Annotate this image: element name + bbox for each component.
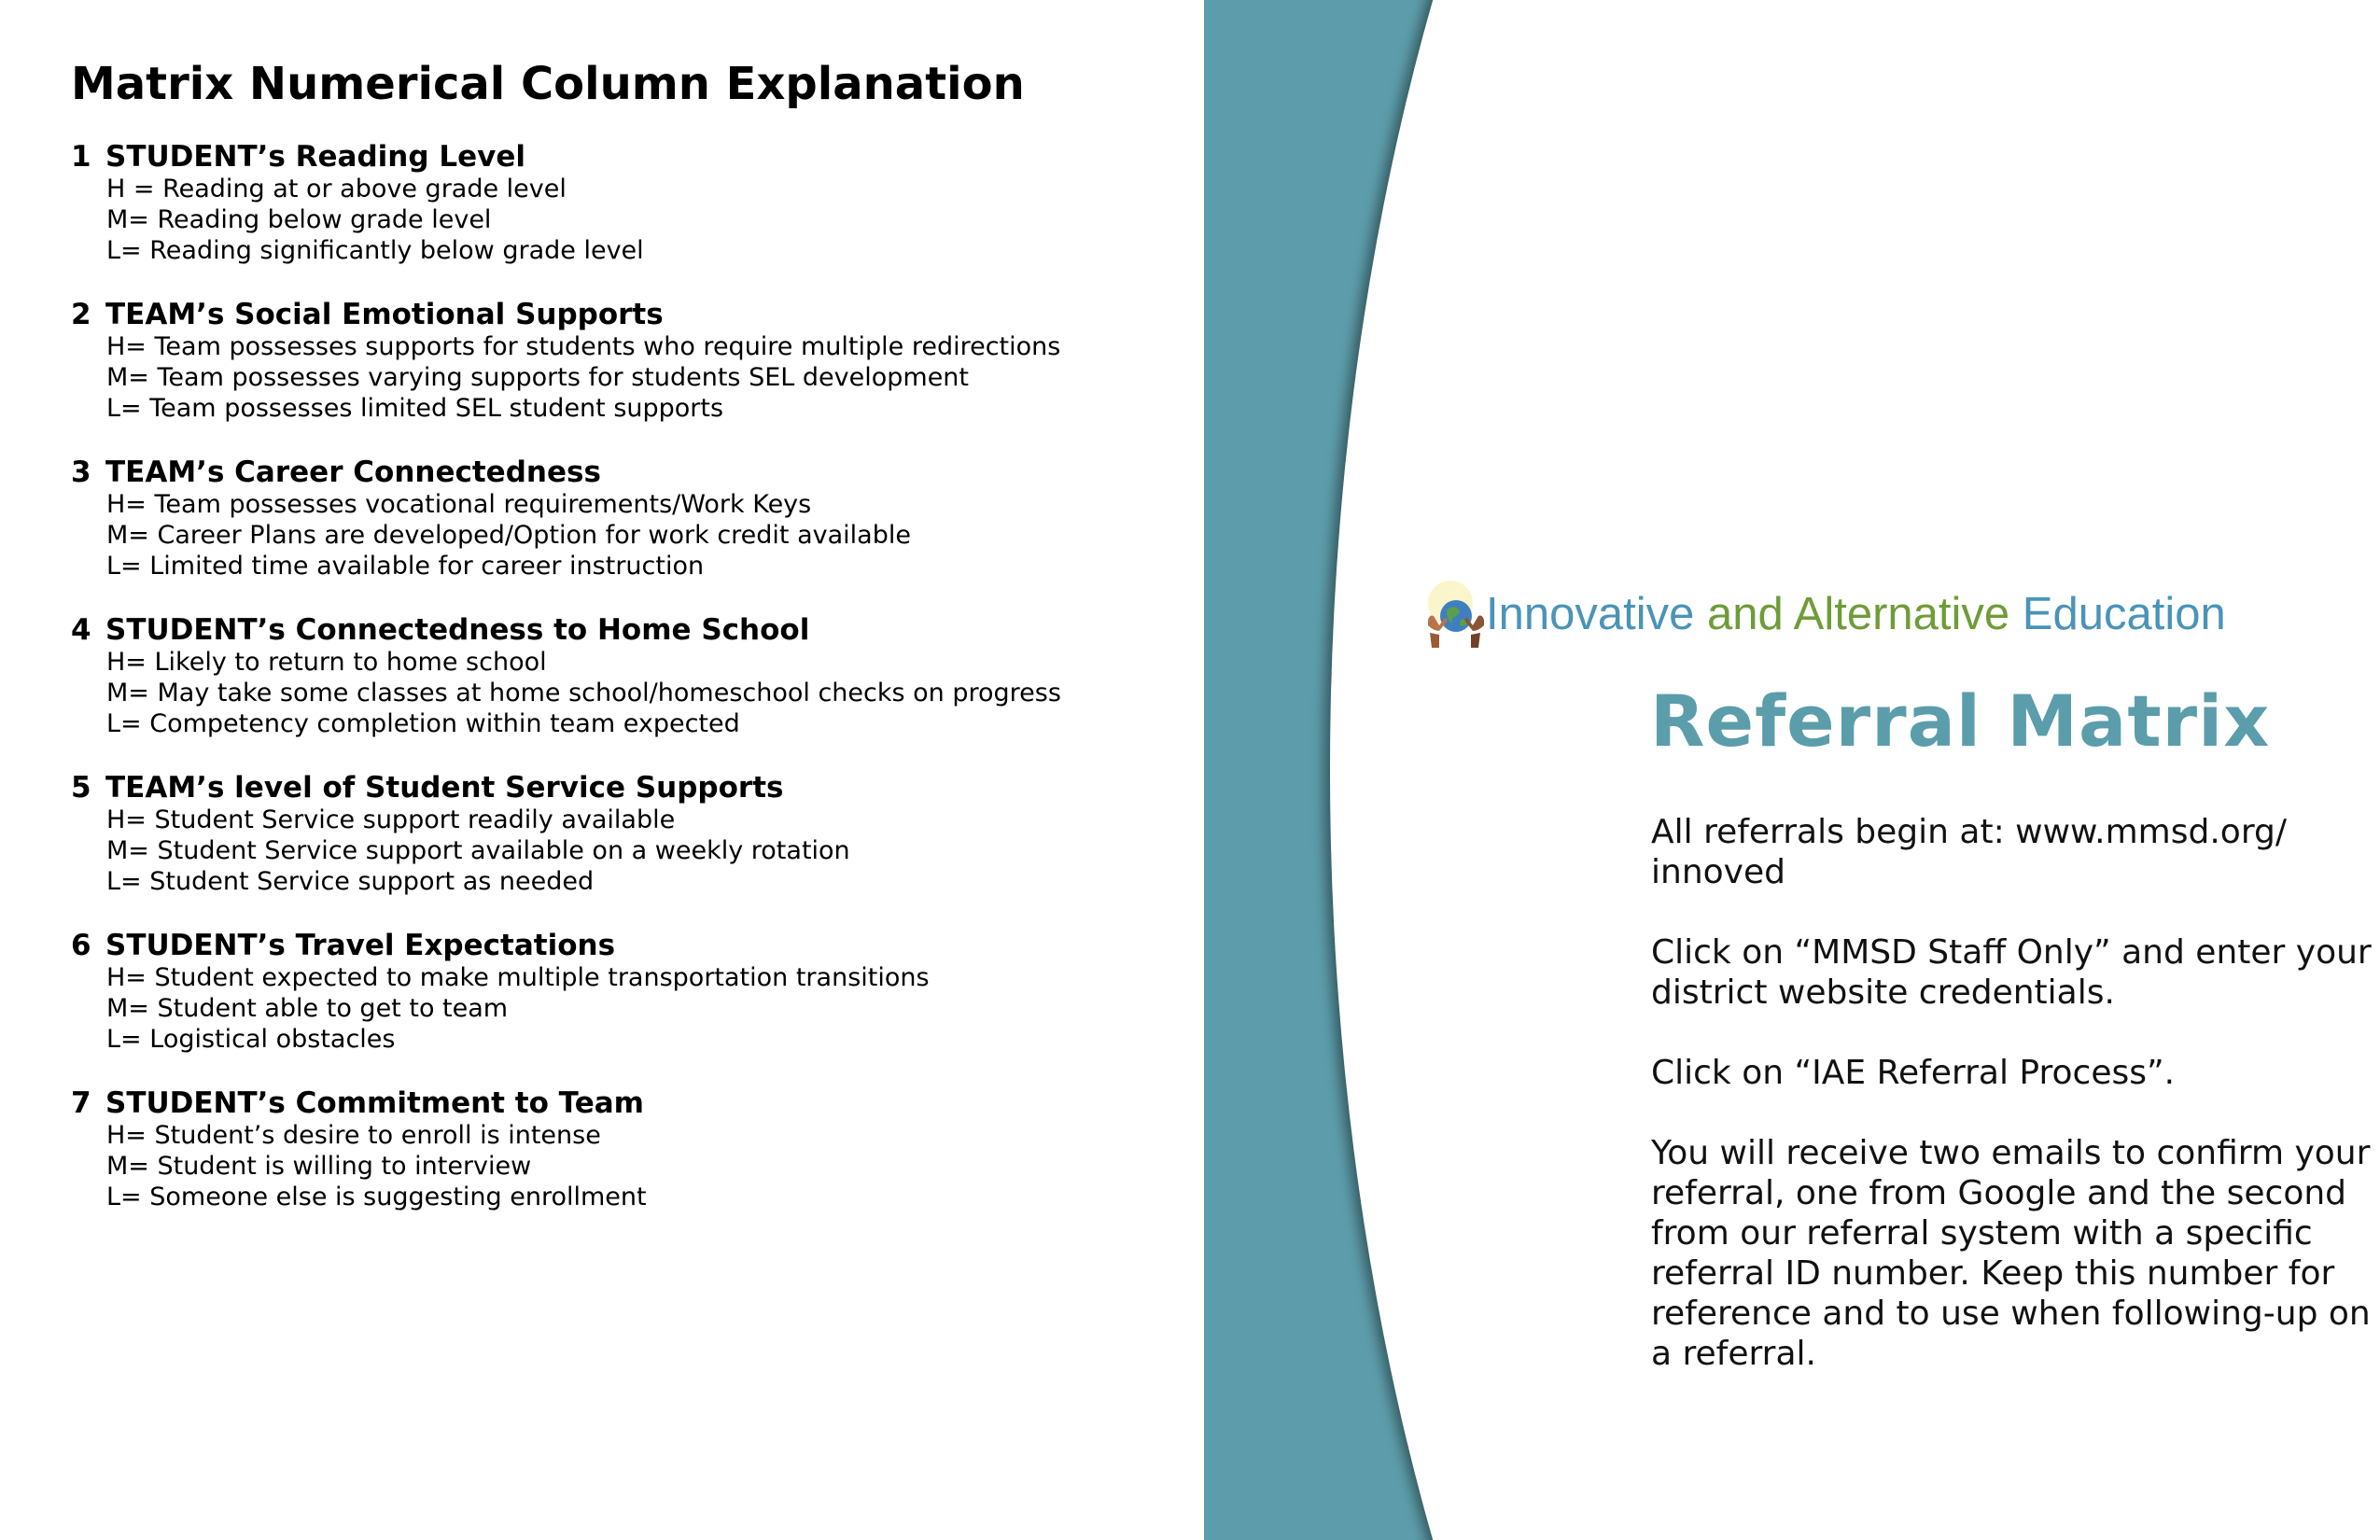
criterion-heading: TEAM’s level of Student Service Supports bbox=[105, 771, 784, 805]
criterion-line-medium: M= Student Service support available on a weekly rotation bbox=[106, 836, 850, 865]
criterion-line-high: H = Reading at or above grade level bbox=[106, 175, 567, 203]
referral-matrix-title: Referral Matrix bbox=[1650, 679, 2271, 763]
logo-word-innovative: Innovative bbox=[1486, 589, 1695, 639]
criterion-line-high: H= Team possesses supports for students who require multiple redirections bbox=[106, 332, 1061, 361]
criterion-number: 3 bbox=[71, 455, 91, 489]
criterion-item bbox=[71, 140, 1172, 298]
criterion-item bbox=[71, 613, 1172, 771]
criterion-heading: STUDENT’s Reading Level bbox=[105, 140, 525, 174]
criterion-item bbox=[71, 455, 1172, 613]
criterion-line-low: L= Team possesses limited SEL student supports bbox=[106, 394, 724, 423]
criterion-line-low: L= Student Service support as needed bbox=[106, 867, 595, 896]
criterion-item bbox=[71, 929, 1172, 1086]
criterion-number: 5 bbox=[71, 771, 91, 805]
criterion-line-medium: M= Reading below grade level bbox=[106, 205, 492, 234]
criterion-number: 6 bbox=[71, 929, 91, 962]
criteria-list bbox=[71, 140, 1172, 1244]
criterion-line-low: L= Reading significantly below grade level bbox=[106, 236, 644, 265]
criterion-line-low: L= Someone else is suggesting enrollment bbox=[106, 1183, 647, 1211]
logo-word-education: Education bbox=[2022, 589, 2226, 639]
referral-cover-panel bbox=[1204, 0, 2380, 1540]
criterion-line-low: L= Competency completion within team expected bbox=[106, 709, 740, 738]
instruction-paragraph: All referrals begin at: www.mmsd.org/ innoved bbox=[1651, 813, 2287, 891]
logo-wordmark bbox=[1486, 586, 2226, 642]
globe-hands-icon bbox=[1419, 577, 1493, 651]
criterion-line-medium: M= Career Plans are developed/Option for work credit available bbox=[106, 521, 911, 550]
criterion-number: 1 bbox=[71, 140, 91, 174]
instruction-paragraph: Click on “IAE Referral Process”. bbox=[1651, 1054, 2176, 1092]
criterion-item bbox=[71, 1086, 1172, 1244]
instruction-paragraph: Click on “MMSD Staff Only” and enter your district website credentials. bbox=[1651, 933, 2372, 1012]
criterion-line-low: L= Limited time available for career instruction bbox=[106, 552, 705, 581]
criterion-heading: STUDENT’s Travel Expectations bbox=[105, 929, 616, 962]
page-title: Matrix Numerical Column Explanation bbox=[71, 58, 1025, 110]
criterion-line-high: H= Likely to return to home school bbox=[106, 648, 547, 677]
instruction-paragraph: You will receive two emails to confirm your referral, one from Google and the second from our referral system with a specific referral ID number. Keep this number for reference and to use when following-up on a referral. bbox=[1651, 1134, 2371, 1373]
criterion-number: 7 bbox=[71, 1086, 91, 1120]
referral-instructions bbox=[1651, 812, 2379, 1414]
criterion-line-medium: M= Student is willing to interview bbox=[106, 1152, 532, 1181]
criterion-line-high: H= Student expected to make multiple transportation transitions bbox=[106, 963, 930, 992]
criterion-heading: TEAM’s Social Emotional Supports bbox=[105, 298, 664, 331]
criterion-heading: STUDENT’s Commitment to Team bbox=[105, 1086, 644, 1120]
criterion-line-high: H= Team possesses vocational requirements/Work Keys bbox=[106, 490, 812, 519]
criterion-line-low: L= Logistical obstacles bbox=[106, 1025, 396, 1054]
criterion-number: 4 bbox=[71, 613, 91, 647]
criterion-number: 2 bbox=[71, 298, 91, 331]
criterion-item bbox=[71, 771, 1172, 929]
criterion-line-medium: M= May take some classes at home school/homeschool checks on progress bbox=[106, 679, 1061, 707]
criterion-heading: STUDENT’s Connectedness to Home School bbox=[105, 613, 810, 647]
criterion-item bbox=[71, 298, 1172, 455]
criterion-line-high: H= Student’s desire to enroll is intense bbox=[106, 1121, 601, 1150]
criterion-line-medium: M= Team possesses varying supports for students SEL development bbox=[106, 363, 969, 392]
logo-word-alternative: and Alternative bbox=[1707, 589, 2010, 639]
criterion-heading: TEAM’s Career Connectedness bbox=[105, 455, 601, 489]
criterion-line-high: H= Student Service support readily available bbox=[106, 805, 676, 834]
criterion-line-medium: M= Student able to get to team bbox=[106, 994, 509, 1023]
